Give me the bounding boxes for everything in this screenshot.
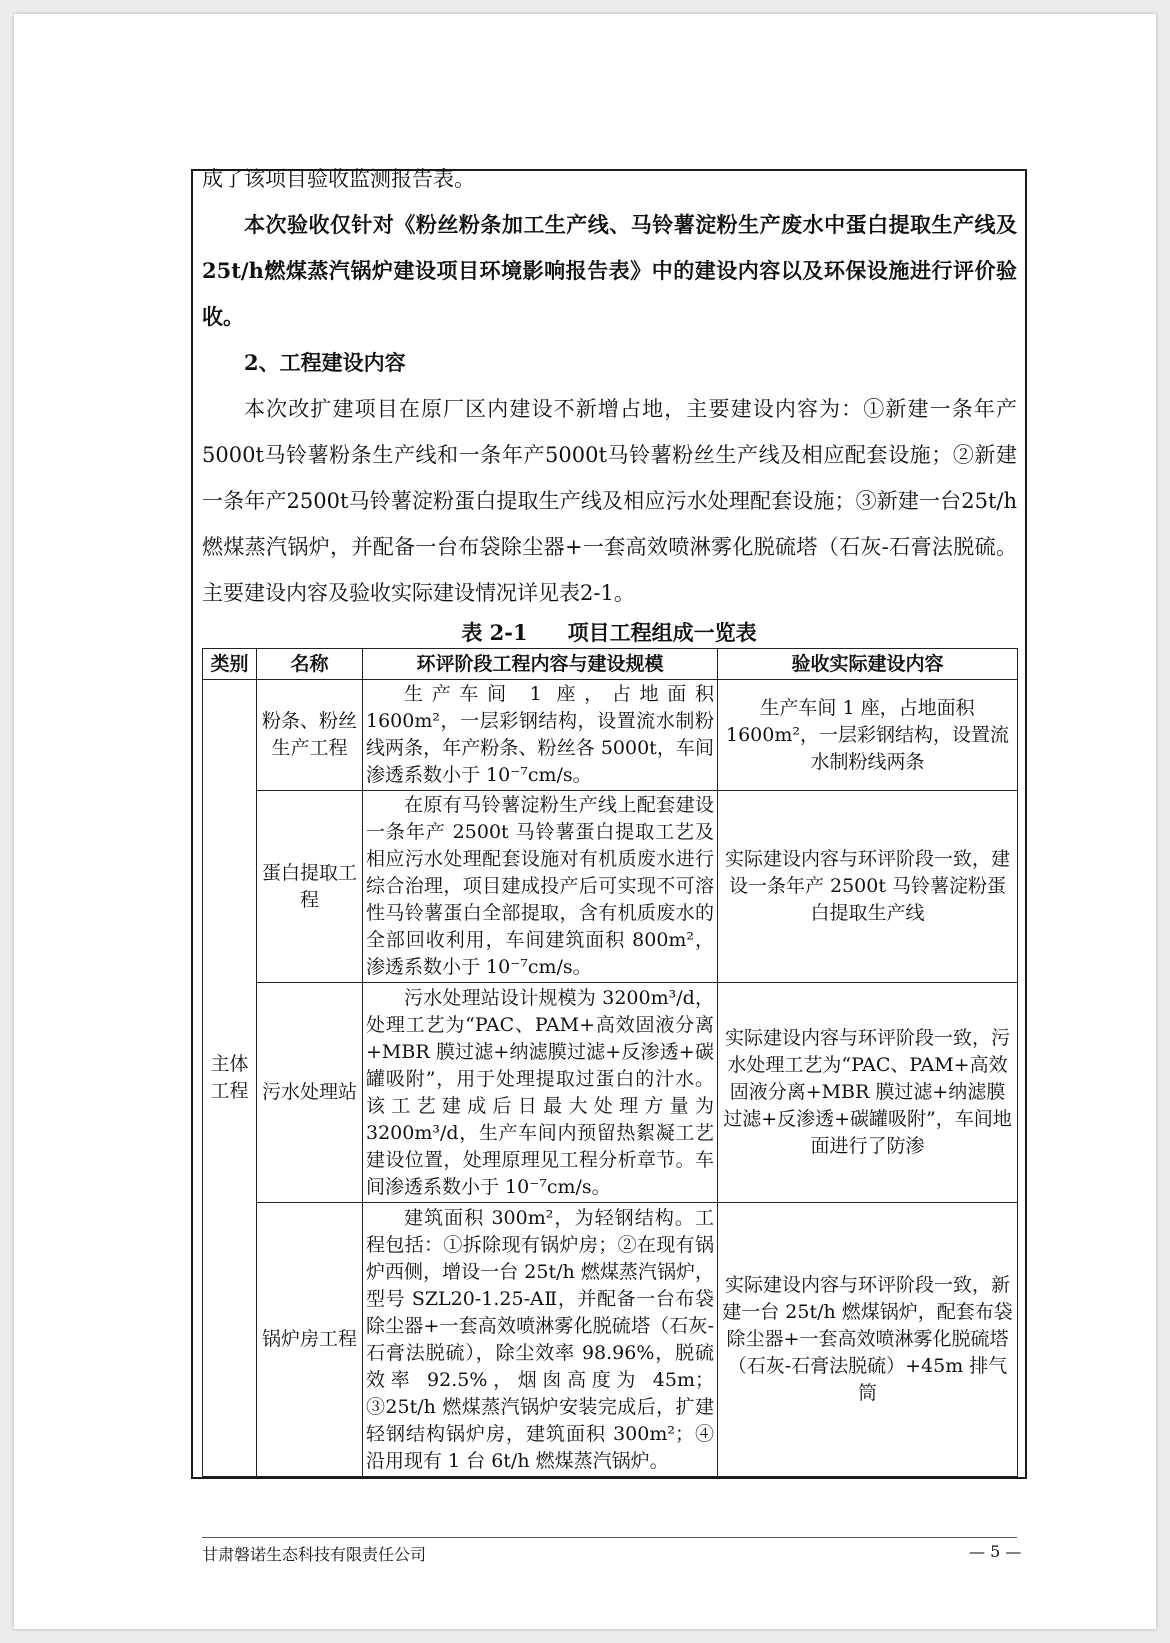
row-eia: 建筑面积 300m²，为轻钢结构。工程包括：①拆除现有锅炉房；②在现有锅炉西侧，增设一台 25t/h 燃煤蒸汽锅炉，型号 SZL20-1.25-AⅡ，并配备一台布袋除尘器+一套高效喷淋雾化脱硫塔（石灰-石膏法脱硫），除尘效率 98.96%，脱硫效率 92.5%，烟囱高度为 45m；③25t/h 燃煤蒸汽锅炉安装完成后，扩建轻钢结构锅炉房，建筑面积 300m²；④沿用现有 1 台 6t/h 燃煤蒸汽锅炉。 <box>363 1203 718 1477</box>
table-header-row <box>203 649 1018 680</box>
table-row <box>203 983 1018 1203</box>
header-actual-content: 验收实际建设内容 <box>718 649 1018 680</box>
header-category: 类别 <box>203 649 257 680</box>
header-name: 名称 <box>257 649 363 680</box>
row-name: 蛋白提取工程 <box>257 791 363 983</box>
construction-paragraph: 本次改扩建项目在原厂区内建设不新增占地，主要建设内容为：①新建一条年产5000t马铃薯粉条生产线和一条年产5000t马铃薯粉丝生产线及相应配套设施；②新建一条年产2500t马铃薯淀粉蛋白提取生产线及相应污水处理配套设施；③新建一台25t/h燃煤蒸汽锅炉，并配备一台布袋除尘器+一套高效喷淋雾化脱硫塔（石灰-石膏法脱硫。主要建设内容及验收实际建设情况详见表2-1。 <box>202 397 1017 605</box>
body-line-1: 成了该项目验收监测报告表。 <box>202 167 475 191</box>
row-name: 污水处理站 <box>257 983 363 1203</box>
row-eia: 污水处理站设计规模为 3200m³/d，处理工艺为“PAC、PAM+高效固液分离+MBR 膜过滤+纳滤膜过滤+反渗透+碳罐吸附”，用于处理提取过蛋白的汁水。该工艺建成后日最大处理方量为 3200m³/d，生产车间内预留热絮凝工艺建设位置，处理原理见工程分析章节。车间渗透系数小于 10⁻⁷cm/s。 <box>363 983 718 1203</box>
row-eia: 在原有马铃薯淀粉生产线上配套建设一条年产 2500t 马铃薯蛋白提取工艺及相应污水处理配套设施对有机质废水进行综合治理，项目建成投产后可实现不可溶性马铃薯蛋白全部提取，含有机质废水的全部回收利用，车间建筑面积 800m²，渗透系数小于 10⁻⁷cm/s。 <box>363 791 718 983</box>
category-cell: 主体工程 <box>203 680 257 1477</box>
project-composition-table <box>202 648 1018 1477</box>
table-caption <box>191 616 1027 650</box>
table-caption-title: 项目工程组成一览表 <box>567 620 757 645</box>
row-actual: 实际建设内容与环评阶段一致，污水处理工艺为“PAC、PAM+高效固液分离+MBR 膜过滤+纳滤膜过滤+反渗透+碳罐吸附”，车间地面进行了防渗 <box>718 983 1018 1203</box>
section-heading: 2、工程建设内容 <box>244 350 406 375</box>
page-number: — 5 — <box>969 1542 1022 1561</box>
row-actual: 生产车间 1 座，占地面积 1600m²，一层彩钢结构，设置流水制粉线两条 <box>718 680 1018 791</box>
row-eia: 生产车间 1 座，占地面积 1600m²，一层彩钢结构，设置流水制粉线两条，年产粉条、粉丝各 5000t，车间渗透系数小于 10⁻⁷cm/s。 <box>363 680 718 791</box>
header-eia-content: 环评阶段工程内容与建设规模 <box>363 649 718 680</box>
scope-paragraph: 本次验收仅针对《粉丝粉条加工生产线、马铃薯淀粉生产废水中蛋白提取生产线及25t/h燃煤蒸汽锅炉建设项目环境影响报告表》中的建设内容以及环保设施进行评价验收。 <box>202 212 1017 329</box>
table-caption-number: 表 2-1 <box>461 620 528 645</box>
row-name: 粉条、粉丝生产工程 <box>257 680 363 791</box>
row-actual: 实际建设内容与环评阶段一致，新建一台 25t/h 燃煤锅炉，配套布袋除尘器+一套高效喷淋雾化脱硫塔（石灰-石膏法脱硫）+45m 排气筒 <box>718 1203 1018 1477</box>
document-page <box>14 14 1156 1629</box>
footer-company: 甘肃磐诺生态科技有限责任公司 <box>202 1545 427 1564</box>
row-name: 锅炉房工程 <box>257 1203 363 1477</box>
table-row <box>203 791 1018 983</box>
footer-divider <box>202 1537 1017 1538</box>
row-actual: 实际建设内容与环评阶段一致，建设一条年产 2500t 马铃薯淀粉蛋白提取生产线 <box>718 791 1018 983</box>
table-row <box>203 680 1018 791</box>
table-row <box>203 1203 1018 1477</box>
